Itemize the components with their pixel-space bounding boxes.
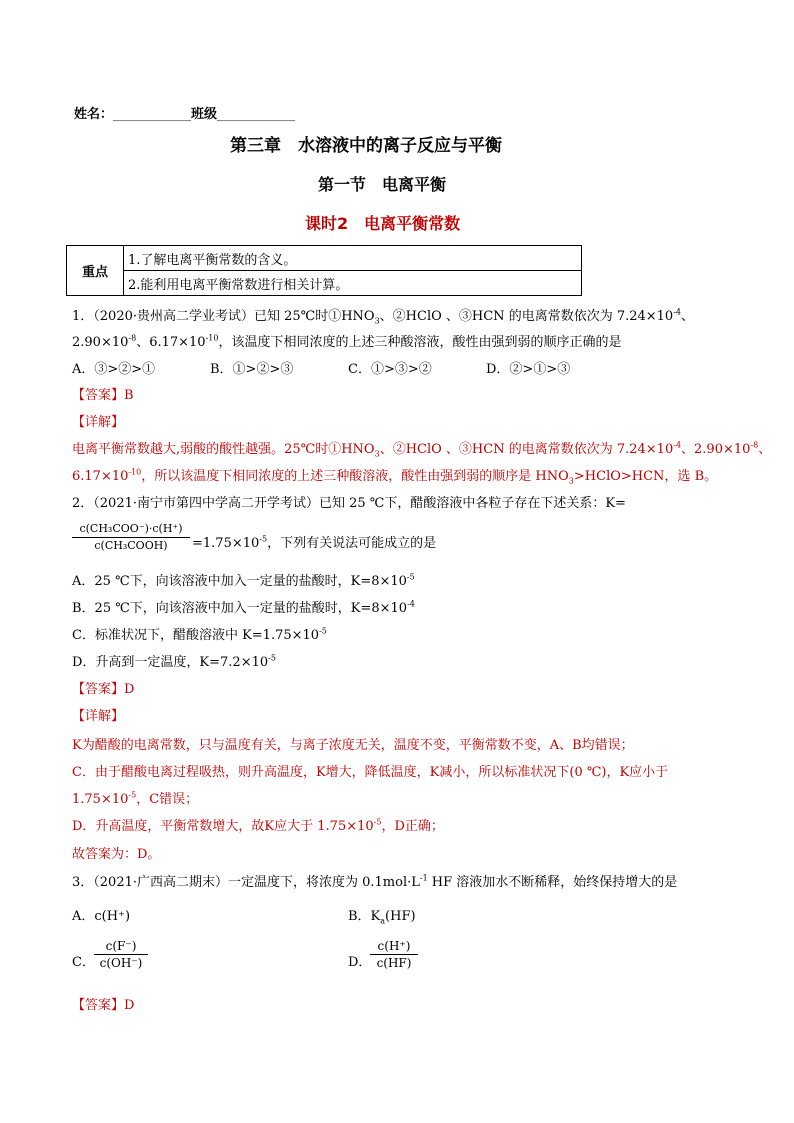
class-label: 班级: [191, 107, 218, 122]
q3-option-d-fraction: [370, 938, 418, 971]
q2-line2: $=1.75\times 10^{-5}$，下列有关说法可能成立的是: [192, 534, 437, 551]
q2-formula-fraction: [72, 521, 190, 554]
fraction-numerator: c(CH₃COO⁻)·c(H⁺): [72, 521, 190, 538]
lesson-title: 课时2 电离平衡常数: [305, 214, 461, 233]
q2-explain-line4: D．升高温度，平衡常数增大，故K应大于 $1.75\times 10^{-5}$，D正确；: [72, 817, 444, 834]
q3-option-a: A．c(H⁺): [72, 909, 131, 924]
focus-item: 1.了解电离平衡常数的含义。: [124, 246, 582, 271]
q2-explain-line5: 故答案为：D。: [72, 847, 161, 862]
focus-label: 重点: [67, 246, 124, 296]
focus-table: [66, 245, 582, 296]
q2-option-b: B．25 ℃下，向该溶液中加入一定量的盐酸时，$K=8\times 10^{-4}$: [72, 599, 415, 616]
q1-option: C．①>③>②: [348, 362, 432, 377]
fraction-denominator: c(HF): [376, 956, 412, 970]
q1-detail-label: 【详解】: [72, 415, 125, 430]
q1-line1: 1．（2020·贵州高二学业考试）已知 25℃时$①HNO_3$、②HClO 、③HCN 的电离常数依次为 $7.24\times 10^{-4}$、: [72, 307, 695, 326]
section-title: 第一节 电离平衡: [318, 175, 447, 194]
q2-answer: 【答案】D: [72, 682, 135, 697]
q1-option: A．③>②>①: [72, 362, 156, 377]
q1-answer: 【答案】B: [72, 388, 134, 403]
q3-option-c-fraction: [94, 938, 148, 971]
focus-item: 2.能利用电离平衡常数进行相关计算。: [124, 271, 582, 296]
q1-option: D．②>①>③: [486, 362, 571, 377]
fraction-numerator: c(H⁺): [370, 938, 418, 955]
name-label: 姓名：: [74, 107, 114, 122]
q2-explain-line2: C．由于醋酸电离过程吸热，则升高温度，K增大，降低温度，K减小，所以标准状况下(0 ℃)，K应小于: [72, 765, 669, 780]
chapter-title: 第三章 水溶液中的离子反应与平衡: [230, 136, 502, 156]
q3-option-b: B．$K_a(HF)$: [348, 909, 416, 926]
q2-option-d: D．升高到一定温度，$K=7.2\times 10^{-5}$: [72, 653, 276, 670]
q2-option-c: C．标准状况下，醋酸溶液中 $K=1.75\times 10^{-5}$: [72, 626, 327, 643]
q3-option-c-label: C．: [72, 955, 95, 970]
q2-detail-label: 【详解】: [72, 709, 125, 724]
fraction-denominator: c(CH₃COOH): [94, 539, 168, 552]
fraction-numerator: c(F⁻): [94, 938, 148, 955]
q3-answer: 【答案】D: [72, 998, 135, 1013]
fraction-denominator: c(OH⁻): [99, 956, 143, 970]
q3-line1: 3．（2021·广西高二期末）一定温度下，将浓度为 $0.1mol\cdot L^{-1}$ HF 溶液加水不断稀释，始终保持增大的是: [72, 873, 678, 890]
q3-option-d-label: D．: [348, 955, 372, 970]
q2-explain-line1: K为醋酸的电离常数，只与温度有关，与离子浓度无关，温度不变，平衡常数不变，A、B均错误；: [72, 738, 634, 753]
q2-explain-line3: $1.75\times 10^{-5}$，C错误；: [72, 790, 199, 807]
student-info-line: [74, 103, 295, 122]
name-blank: ____________: [113, 107, 192, 122]
q2-line1: 2．（2021·南宁市第四中学高二开学考试）已知 25 ℃下，醋酸溶液中各粒子存在下述关系：K=: [72, 496, 626, 511]
q1-option: B．①>②>③: [210, 362, 294, 377]
q2-option-a: A．25 ℃下，向该溶液中加入一定量的盐酸时，$K=8\times 10^{-5}$: [72, 572, 415, 589]
class-blank: ____________: [217, 107, 296, 122]
q1-explain-line2: $6.17\times 10^{-10}$，所以该温度下相同浓度的上述三种酸溶液，酸性由强到弱的顺序是 $HNO_3>HClO>HCN$，选 B。: [72, 467, 718, 486]
q1-explain-line1: 电离平衡常数越大,弱酸的酸性越强。25℃时$①HNO_3$、②HClO 、③HCN 的电离常数依次为 $7.24\times 10^{-4}$、$2.90\times 10^{-8}$、: [72, 440, 772, 459]
q1-line2: $2.90\times 10^{-8}$、$6.17\times 10^{-10}$，该温度下相同浓度的上述三种酸溶液，酸性由强到弱的顺序正确的是: [72, 333, 622, 350]
